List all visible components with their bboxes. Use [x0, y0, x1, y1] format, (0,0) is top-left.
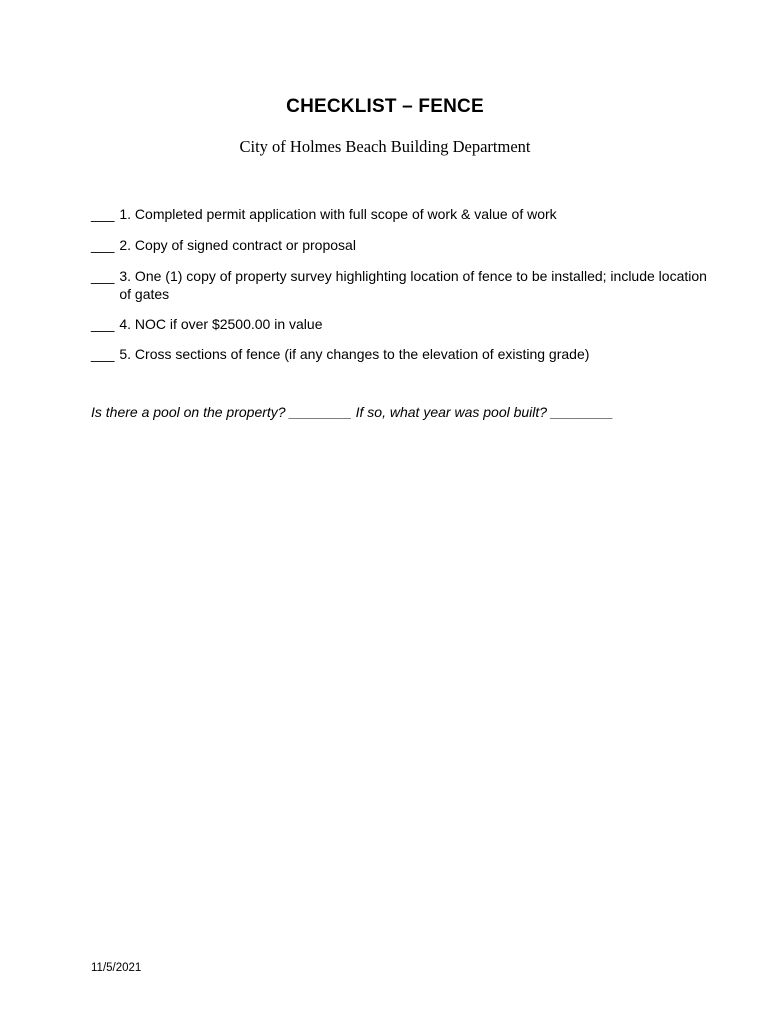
checklist-blank: ___: [91, 316, 115, 332]
footer-date: 11/5/2021: [91, 962, 142, 974]
checklist-item: [91, 236, 711, 254]
checklist-item-text: 2. Copy of signed contract or proposal: [119, 237, 356, 253]
checklist-item-text: 4. NOC if over $2500.00 in value: [119, 316, 323, 332]
checklist-blank: ___: [91, 346, 115, 362]
checklist-blank: ___: [91, 268, 115, 284]
document-subtitle: City of Holmes Beach Building Department: [239, 137, 531, 156]
checklist-item: [91, 205, 711, 223]
checklist-item-text: 1. Completed permit application with full scope of work & value of work: [119, 206, 557, 222]
checklist-item: [91, 315, 711, 333]
checklist-item-text: 5. Cross sections of fence (if any changes to the elevation of existing grade): [119, 346, 590, 362]
document-title: CHECKLIST – FENCE: [286, 96, 484, 117]
checklist: [91, 205, 711, 376]
checklist-item: [91, 345, 711, 363]
checklist-blank: ___: [91, 206, 115, 222]
checklist-item-text: 3. One (1) copy of property survey highlighting location of fence to be installed; include location of gates: [119, 268, 707, 302]
pool-question: Is there a pool on the property? ________ If so, what year was pool built? ________: [91, 404, 614, 420]
checklist-item: [91, 267, 711, 303]
checklist-blank: ___: [91, 237, 115, 253]
